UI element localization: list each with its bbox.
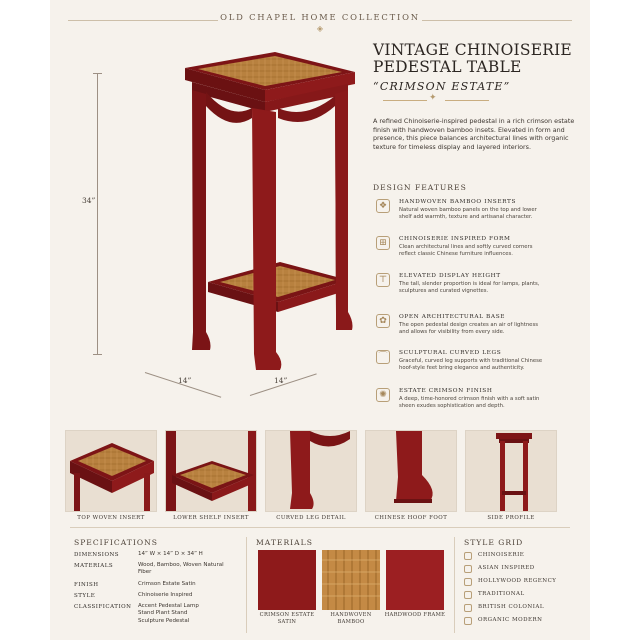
style-grid-heading: STYLE GRID bbox=[464, 538, 524, 547]
style-item bbox=[464, 590, 564, 600]
chinoiserie-form-icon: ⊞ bbox=[376, 236, 390, 250]
style-label: ASIAN INSPIRED bbox=[478, 565, 535, 571]
crimson-finish-icon: ✺ bbox=[376, 388, 390, 402]
spec-key: CLASSIFICATION bbox=[74, 604, 132, 610]
feature-description: Natural woven bamboo panels on the top and lower shelf add warmth, texture and artisanal character. bbox=[399, 207, 537, 221]
column-divider bbox=[454, 537, 455, 633]
spec-value: Chinoiserie Inspired bbox=[138, 592, 193, 598]
height-dimension-tick-top bbox=[93, 73, 102, 74]
material-swatch-hardwood-frame bbox=[386, 550, 444, 610]
gallery-thumb-lower-shelf-insert[interactable] bbox=[165, 430, 257, 512]
style-label: CHINOISERIE bbox=[478, 552, 525, 558]
height-dimension-line bbox=[97, 73, 98, 355]
spec-key: MATERIALS bbox=[74, 563, 114, 569]
ornament-icon: ◈ bbox=[316, 24, 324, 33]
feature-title: ELEVATED DISPLAY HEIGHT bbox=[399, 273, 501, 279]
brand-name: OLD CHAPEL HOME COLLECTION bbox=[220, 12, 420, 22]
material-caption: CRIMSON ESTATE SATIN bbox=[259, 612, 315, 625]
column-divider bbox=[246, 537, 247, 633]
style-item bbox=[464, 564, 564, 574]
height-dimension-tick-bottom bbox=[93, 354, 102, 355]
spec-value: Crimson Estate Satin bbox=[138, 581, 196, 587]
curved-leg-icon: ⌒ bbox=[376, 350, 390, 364]
gallery-thumb-top-woven-insert[interactable] bbox=[65, 430, 157, 512]
feature-title: HANDWOVEN BAMBOO INSERTS bbox=[399, 199, 517, 205]
table-leg-right bbox=[335, 90, 353, 330]
feature-description: Clean architectural lines and softly curved corners reflect classic Chinese furniture influences. bbox=[399, 244, 533, 258]
style-bullet-icon bbox=[464, 552, 472, 560]
style-item bbox=[464, 551, 564, 561]
material-caption: HARDWOOD FRAME bbox=[384, 612, 446, 618]
product-description: A refined Chinoiserie-inspired pedestal in a rich crimson estate finish with handwoven bamboo insets. Elevated in form and presence, this piece balances architectural lines with organic texture for timeless display and layered interiors. bbox=[373, 117, 575, 151]
gallery-caption: LOWER SHELF INSERT bbox=[173, 515, 249, 521]
title-divider bbox=[373, 95, 498, 105]
gallery-thumb-chinese-hoof-foot[interactable] bbox=[365, 430, 457, 512]
spec-value: 14” W × 14” D × 34” H bbox=[138, 551, 203, 557]
gallery-caption: TOP WOVEN INSERT bbox=[77, 515, 145, 521]
height-dimension-label: 34” bbox=[82, 196, 96, 205]
style-item bbox=[464, 603, 564, 613]
style-bullet-icon bbox=[464, 617, 472, 625]
style-bullet-icon bbox=[464, 565, 472, 573]
specifications-heading: SPECIFICATIONS bbox=[74, 538, 158, 547]
product-sheet bbox=[50, 0, 590, 640]
feature-description: The open pedestal design creates an air of lightness and allows for visibility from every side. bbox=[399, 322, 538, 336]
spec-key: DIMENSIONS bbox=[74, 552, 120, 558]
product-title-line1: VINTAGE CHINOISERIE bbox=[373, 41, 572, 59]
design-features-heading: DESIGN FEATURES bbox=[373, 183, 467, 192]
bamboo-weave-icon: ❖ bbox=[376, 199, 390, 213]
feature-title: SCULPTURAL CURVED LEGS bbox=[399, 350, 502, 356]
gallery-thumb-curved-leg-detail[interactable] bbox=[265, 430, 357, 512]
spec-value: Wood, Bamboo, Woven Natural Fiber bbox=[138, 562, 224, 576]
product-subtitle: “CRIMSON ESTATE” bbox=[373, 80, 511, 93]
style-bullet-icon bbox=[464, 578, 472, 586]
product-title bbox=[373, 42, 583, 76]
depth-dimension-label: 14” bbox=[274, 376, 288, 385]
feature-title: CHINOISERIE INSPIRED FORM bbox=[399, 236, 511, 242]
material-caption: HANDWOVEN BAMBOO bbox=[330, 612, 372, 625]
gallery-caption: CHINESE HOOF FOOT bbox=[374, 515, 448, 521]
feature-title: OPEN ARCHITECTURAL BASE bbox=[399, 314, 506, 320]
gallery-thumb-side-profile[interactable] bbox=[465, 430, 557, 512]
gallery-caption: SIDE PROFILE bbox=[487, 515, 535, 521]
feature-title: ESTATE CRIMSON FINISH bbox=[399, 388, 493, 394]
spec-value: Accent Pedestal Lamp Stand Plant Stand Sculpture Pedestal bbox=[138, 603, 199, 624]
feature-item bbox=[373, 387, 588, 431]
style-bullet-icon bbox=[464, 591, 472, 599]
elevated-height-icon: ⊤ bbox=[376, 273, 390, 287]
style-label: TRADITIONAL bbox=[478, 591, 525, 597]
product-title-line2: PEDESTAL TABLE bbox=[373, 58, 522, 76]
materials-heading: MATERIALS bbox=[256, 538, 313, 547]
gallery-caption: CURVED LEG DETAIL bbox=[276, 515, 346, 521]
width-dimension-label: 14” bbox=[178, 376, 192, 385]
diamond-ornament-icon: ✦ bbox=[429, 93, 437, 103]
style-item bbox=[464, 616, 564, 626]
style-item bbox=[464, 577, 564, 587]
section-divider bbox=[70, 527, 570, 528]
table-leg-front bbox=[252, 108, 281, 370]
style-label: BRITISH COLONIAL bbox=[478, 604, 544, 610]
open-base-icon: ✿ bbox=[376, 314, 390, 328]
pedestal-table-illustration bbox=[130, 50, 360, 370]
style-label: ORGANIC MODERN bbox=[478, 617, 543, 623]
table-leg-left bbox=[192, 90, 211, 350]
material-swatch-handwoven-bamboo bbox=[322, 550, 380, 610]
feature-description: A deep, time-honored crimson finish with a soft satin sheen exudes sophistication and depth. bbox=[399, 396, 540, 410]
style-label: HOLLYWOOD REGENCY bbox=[478, 578, 557, 584]
feature-description: The tall, slender proportion is ideal for lamps, plants, sculptures and curated vignettes. bbox=[399, 281, 540, 295]
feature-item bbox=[373, 272, 588, 316]
style-bullet-icon bbox=[464, 604, 472, 612]
feature-description: Graceful, curved leg supports with traditional Chinese hoof-style feet bring elegance and authenticity. bbox=[399, 358, 543, 372]
brand-rule-right bbox=[422, 20, 572, 21]
material-swatch-crimson-estate-satin bbox=[258, 550, 316, 610]
spec-key: STYLE bbox=[74, 593, 96, 599]
spec-key: FINISH bbox=[74, 582, 99, 588]
